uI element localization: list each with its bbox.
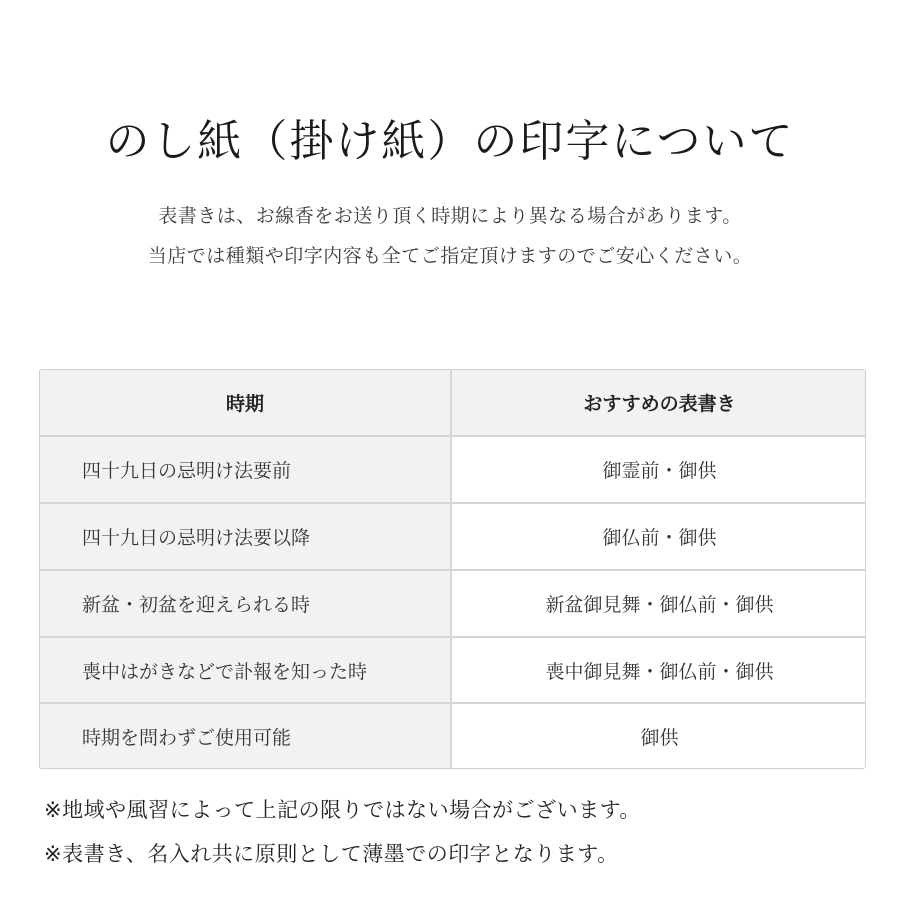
column-header-inscription: おすすめの表書き bbox=[451, 370, 866, 436]
table-row bbox=[40, 703, 866, 768]
inscription-cell: 御霊前・御供 bbox=[451, 436, 866, 503]
period-cell: 四十九日の忌明け法要前 bbox=[40, 436, 451, 503]
intro-line: 表書きは、お線香をお送り頂く時期により異なる場合があります。 bbox=[158, 205, 742, 227]
inscription-cell: 御供 bbox=[451, 703, 866, 768]
table-row bbox=[40, 436, 866, 503]
note-line: ※地域や風習によって上記の限りではない場合がございます。 bbox=[44, 798, 641, 822]
inscription-cell: 喪中御見舞・御仏前・御供 bbox=[451, 637, 866, 704]
column-header-period: 時期 bbox=[40, 370, 451, 436]
table-row bbox=[40, 637, 866, 704]
period-cell: 四十九日の忌明け法要以降 bbox=[40, 503, 451, 570]
page-title: のし紙（掛け紙）の印字について bbox=[105, 116, 795, 167]
inscription-cell: 新盆御見舞・御仏前・御供 bbox=[451, 570, 866, 637]
table-row bbox=[40, 503, 866, 570]
note-line: ※表書き、名入れ共に原則として薄墨での印字となります。 bbox=[44, 842, 619, 866]
inscription-table bbox=[39, 369, 866, 769]
period-cell: 時期を問わずご使用可能 bbox=[40, 703, 451, 768]
inscription-cell: 御仏前・御供 bbox=[451, 503, 866, 570]
notes bbox=[44, 788, 864, 876]
table-row bbox=[40, 570, 866, 637]
period-cell: 新盆・初盆を迎えられる時 bbox=[40, 570, 451, 637]
intro-text bbox=[0, 196, 900, 276]
table-header-row bbox=[40, 370, 866, 436]
intro-line: 当店では種類や印字内容も全てご指定頂けますのでご安心ください。 bbox=[147, 245, 753, 267]
period-cell: 喪中はがきなどで訃報を知った時 bbox=[40, 637, 451, 704]
